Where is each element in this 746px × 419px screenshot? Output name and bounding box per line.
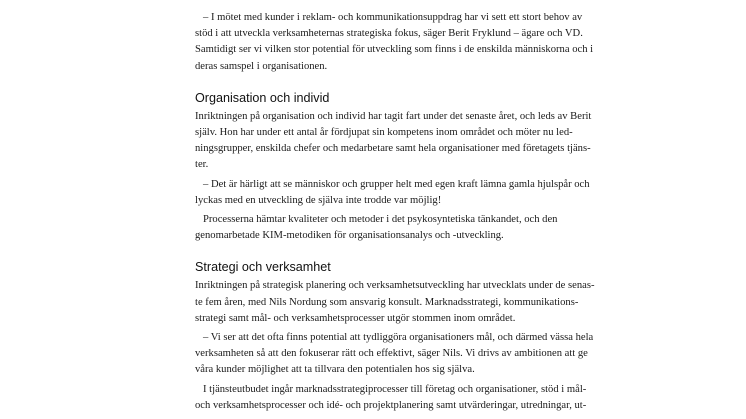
organisation-paragraph-2 [195,177,665,209]
text-line: – Det är härligt att se människor och grupper helt med egen kraft lämna gamla hjulspår och [203,178,590,190]
text-line: Processerna hämtar kvaliteter och metoder i det psykosyntetiska tänkandet, och den [203,214,558,226]
text-line: ter. [195,159,209,171]
strategi-paragraph-3 [195,382,665,414]
text-line: genomarbetade KIM-metodiken för organisationsanalys och -utveckling. [195,230,504,242]
text-line: stöd i att utveckla verksamheternas strategiska fokus, säger Berit Fryklund – ägare och VD. [195,28,583,40]
text-line: strategi samt mål- och verksamhetsprocesser utgör stommen inom området. [195,312,516,324]
text-line: och verksamhetsprocesser och idé- och projektplanering samt utvärderingar, utredningar, ut- [195,399,587,411]
section-heading-organisation: Organisation och individ [195,90,330,105]
text-line: verksamheten så att den fokuserar rätt och effektivt, säger Nils. Vi drivs av ambitionen att ge [195,348,588,360]
text-line: Samtidigt ser vi vilken stor potential för utveckling som finns i de enskilda människorna och i [195,44,594,56]
text-line: te fem åren, med Nils Nordung som ansvarig konsult. Marknadsstrategi, kommunikations- [195,296,579,308]
section-heading-strategi: Strategi och verksamhet [195,260,331,275]
strategi-paragraph-2 [195,330,665,379]
text-line: våra kunder möjlighet att ta tillvara den potentialen hos sig själva. [195,364,475,376]
organisation-paragraph-3 [195,212,665,244]
intro-paragraph [195,10,665,75]
organisation-paragraph-1 [195,109,665,174]
text-line: – Vi ser att det ofta finns potential att tydliggöra organisationers mål, och därmed vässa hela [203,332,594,344]
text-line: – I mötet med kunder i reklam- och kommunikationsuppdrag har vi sett ett stort behov av [203,12,583,23]
text-line: lyckas med en utveckling de själva inte trodde var möjlig! [195,194,442,206]
text-line: I tjänsteutbudet ingår marknadsstrategiprocesser till företag och organisationer, stöd i mål- [203,383,587,395]
strategi-paragraph-1 [195,278,665,327]
text-line: Inriktningen på organisation och individ har tagit fart under det senaste året, och leds av Berit [195,110,592,122]
text-line: ningsgrupper, enskilda chefer och medarbetare samt hela organisationer med företagets tjäns- [195,143,591,155]
article-body [195,0,665,414]
text-line: deras samspel i organisationen. [195,60,328,72]
text-line: själv. Hon har under ett antal år fördjupat sin kompetens inom området och möter nu led- [195,127,573,139]
text-line: Inriktningen på strategisk planering och verksamhetsutveckling har utvecklats under de senas- [195,280,595,292]
